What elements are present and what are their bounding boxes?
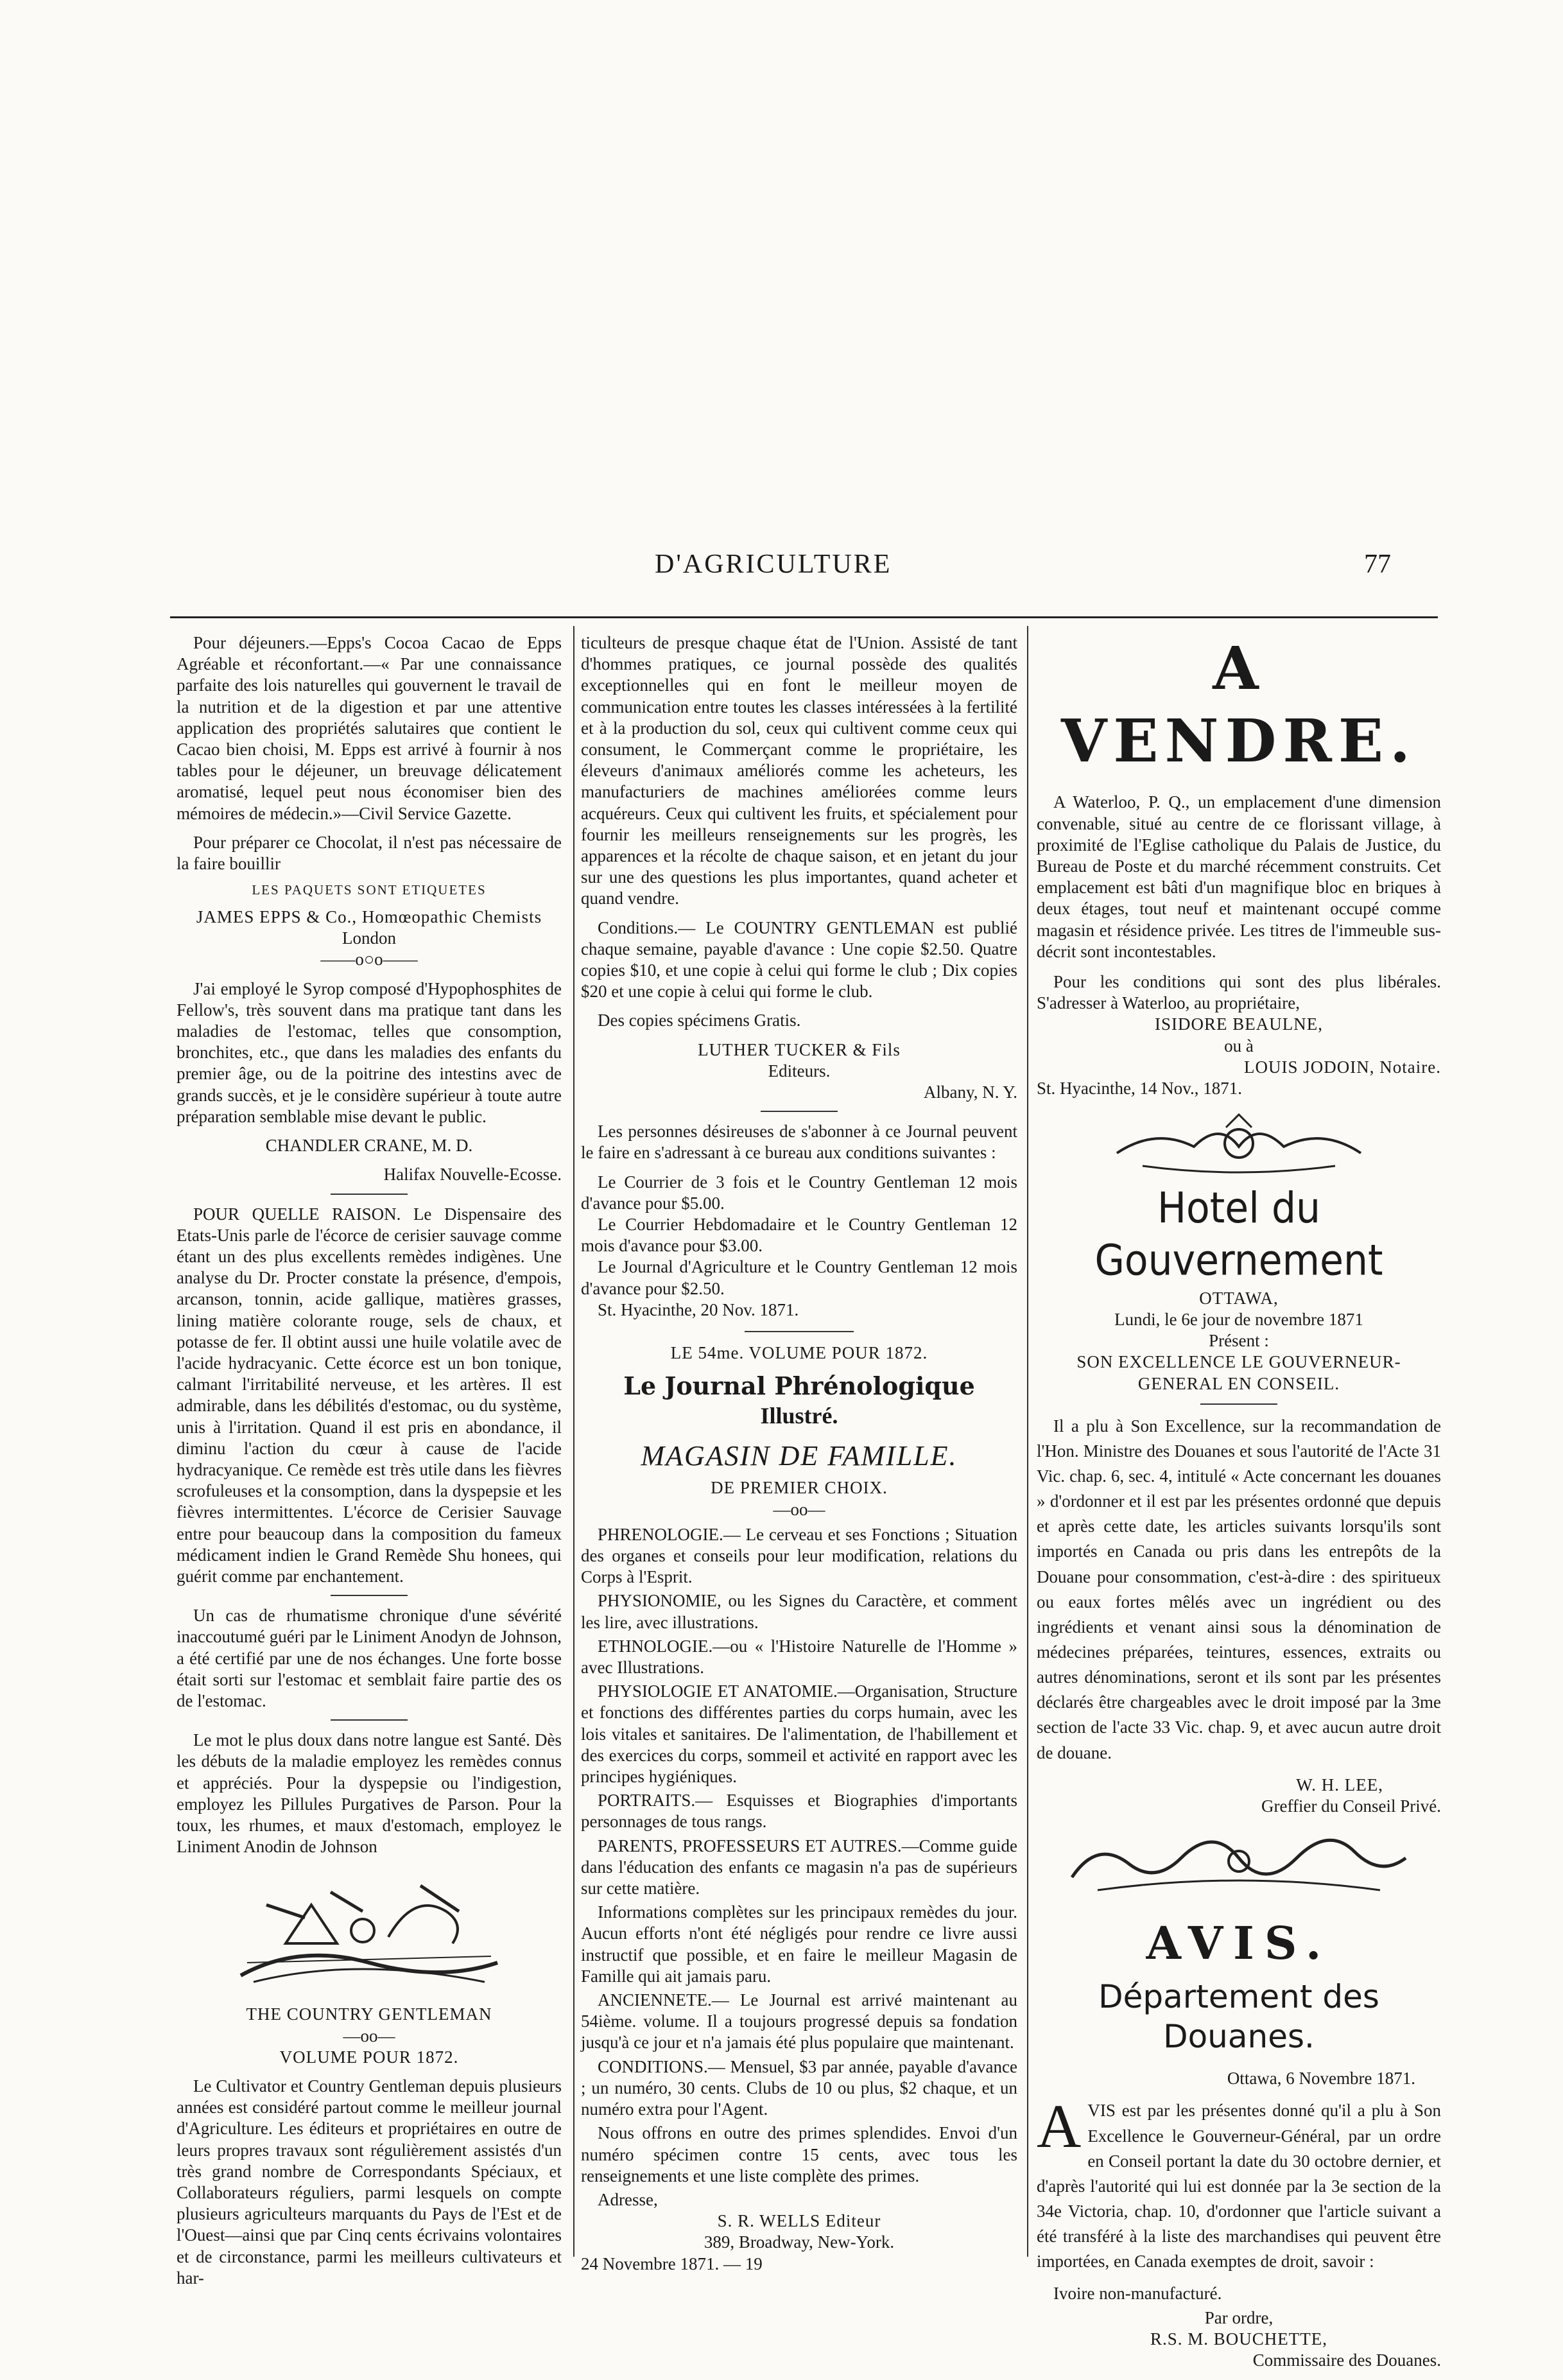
magasin-title: MAGASIN DE FAMILLE.: [641, 1440, 958, 1472]
phreno-address: 389, Broadway, New-York.: [704, 2232, 895, 2252]
column-2: [581, 632, 1017, 2282]
phreno-item-6: PARENTS, PROFESSEURS ET AUTRES.—Comme guide dans l'éducation des enfants ce magasin n'a pas de supérieurs sur cette matière.: [581, 1836, 1017, 1898]
hotel-gouvernement-notice: [1037, 1183, 1441, 1817]
avis-text: [1037, 2092, 1441, 2274]
avis-date: Ottawa, 6 Novembre 1871.: [1227, 2069, 1415, 2089]
avis-douanes-notice: [1037, 1916, 1441, 2371]
country-separator: —oo—: [343, 2026, 395, 2046]
phreno-item-7: Informations complètes sur les principaux remèdes du jour. Aucun efforts n'ont été négligés pour rendre ce livre aussi instructif que possible, et en faire le meilleur Magasin de Famille qui ait jamais paru.: [581, 1902, 1017, 1986]
phreno-volume: LE 54me. VOLUME POUR 1872.: [670, 1343, 928, 1363]
divider: [331, 1719, 408, 1721]
vendre-owner: ISIDORE BEAULNE,: [1155, 1014, 1323, 1034]
epps-city: London: [342, 928, 396, 948]
syrop-ad: [177, 978, 562, 1186]
hotel-present: Présent :: [1209, 1331, 1269, 1351]
syrop-text: J'ai employé le Syrop composé d'Hypophosphites de Fellow's, très souvent dans ma pratique tant dans les maladies de l'estomac, telles que consomption, bronchites, etc., que dans les maladies des enfants du premier âge, ou de la poitrine des intestins avec de grands succès, et je le considère supérieur à toute autre préparation semblable mise devant le public.: [177, 978, 562, 1126]
vendre-conditions: Pour les conditions qui sont des plus libérales. S'adresser à Waterloo, au propriétaire,: [1037, 971, 1441, 1013]
avis-signature-role: Commissaire des Douanes.: [1252, 2350, 1441, 2370]
vendre-title: A VENDRE.: [1061, 634, 1417, 776]
hotel-signature-role: Greffier du Conseil Privé.: [1261, 1796, 1441, 1816]
a-vendre-ad: [1037, 632, 1441, 1099]
avis-body: VIS est par les présentes donné qu'il a plu à Son Excellence le Gouverneur-Général, par un ordre en Conseil portant la date du 30 octobre dernier, et d'après l'autorité qui lui est donnée par la 3e section de la 34e Victoria, chap. 10, d'ordonner que l'article suivant a été transféré à la liste des marchandises qui peuvent être importées, en Canada exemptes de droit, savoir :: [1037, 2101, 1441, 2271]
magasin-choix: DE PREMIER CHOIX.: [711, 1478, 888, 1498]
column-rule-1: [573, 626, 574, 2257]
vendre-text: A Waterloo, P. Q., un emplacement d'une dimension convenable, situé au centre de ce florissant village, à proximité de l'Eglise catholique du Palais de Justice, du Bureau de Poste et du marché récemment construits. Cet emplacement est bâti d'un magnifique bloc en briques à deux étages, tout neuf et maintenant occupé comme magasin et résidence privée. Les titres de l'immeuble sus-décrit sont incontestables.: [1037, 792, 1441, 961]
epps-text: Pour déjeuners.—Epps's Cocoa Cacao de Epps Agréable et réconfortant.—« Par une connaissance parfaite des lois naturelles qui gouvernent le travail de la nutrition et de la digestion et par une attentive application des propriétés salutaires que contient le Cacao bien choisi, M. Epps est arrivé à fournir à nos tables pour le déjeuner, un breuvage délicatement aromatisé, lequel peut nous économiser bien des mémoires de médecin.»—Civil Service Gazette.: [177, 633, 562, 823]
syrop-signature: CHANDLER CRANE, M. D.: [265, 1136, 473, 1156]
magasin-separator: —oo—: [773, 1499, 825, 1519]
hotel-council: SON EXCELLENCE LE GOUVERNEUR-GENERAL EN CONSEIL.: [1076, 1352, 1401, 1393]
phreno-item-8: ANCIENNETE.— Le Journal est arrivé maintenant au 54ième. volume. Il a toujours progressé depuis sa fondation jusqu'à ce jour et n'a jamais été plus populaire que maintenant.: [581, 1990, 1017, 2053]
running-title: D'AGRICULTURE: [655, 550, 892, 579]
country-volume: VOLUME POUR 1872.: [279, 2047, 459, 2067]
hotel-city: OTTAWA,: [1199, 1288, 1279, 1308]
raison-text: POUR QUELLE RAISON. Le Dispensaire des Etats-Unis parle de l'écorce de cerisier sauvage comme étant un des plus excellents remèdes indigènes. Une analyse du Dr. Procter constate la présence, d'empois, arcanson, tonnin, acide gallique, matières grasses, lining matière colorante rouge, sels de chaux, et potasse de fer. Il obtint aussi une huile volatile avec de l'acide hydracyanic. Cette écorce est un bon tonique, calmant l'irritabilité nerveuse, et les artères. Il est admirable, dans les débilités d'estomac, ou du système, unis à l'irritation. Quand il est pris en abondance, il diminu l'action du cœur à cause de l'acide hydracyanique. Ce remède est très utile dans les fièvres scrofuleuses et la consomption, dans la dyspepsie et les fièvres intermittentes. L'écorce de Cerisier Sauvage entre pour beaucoup dans la composition du fameux médicament indien le Grand Remède Shu honees, qui guérit comme par enchantement.: [177, 1204, 562, 1586]
column-3: [1037, 632, 1441, 2380]
avis-signature: R.S. M. BOUCHETTE,: [1150, 2329, 1328, 2349]
running-head: [0, 549, 1563, 587]
abonner-line-3: Le Journal d'Agriculture et le Country Gentleman 12 mois d'avance pour $2.50.: [581, 1257, 1017, 1298]
abonner-date: St. Hyacinthe, 20 Nov. 1871.: [598, 1299, 799, 1319]
phreno-item-9: CONDITIONS.— Mensuel, $3 par année, payable d'avance ; un numéro, 30 cents. Clubs de 10 ou plus, $2 chaque, et un numéro extra pour l'Agent.: [581, 2056, 1017, 2119]
avis-title: AVIS.: [1146, 1916, 1332, 1970]
syrop-place: Halifax Nouvelle-Ecosse.: [383, 1165, 562, 1185]
country-text: Le Cultivator et Country Gentleman depuis plusieurs années est considéré partout comme le meilleur journal d'Agriculture. Les éditeurs et propriétaires en outre de leurs propres travaux sont régulièrement assistés d'un très grand nombre de Correspondants Spéciaux, et Collaborateurs réguliers, parmi lesquels on compte plusieurs agriculteurs marquants du Pays de l'Est et de l'Ouest—ainsi que par Cinq cents écrivains volontaires et de circonstance, parmi les meilleurs cultivateurs et har-: [177, 2076, 562, 2288]
epps-maker: JAMES EPPS & Co., Homœopathic Chemists: [196, 907, 542, 927]
country-editors: LUTHER TUCKER & Fils: [698, 1039, 901, 1059]
column-rule-2: [1027, 626, 1028, 2257]
avis-dropcap: A: [1037, 2092, 1082, 2161]
phreno-item-1: PHRENOLOGIE.— Le cerveau et ses Fonctions ; Situation des organes et conseils pour leur modification, relations du Corps à l'Esprit.: [581, 1524, 1017, 1587]
hotel-title: Hotel du Gouvernement: [1094, 1183, 1383, 1286]
country-editors-role: Editeurs.: [768, 1061, 831, 1081]
avis-department: Département des Douanes.: [1098, 1978, 1379, 2055]
column-1: [177, 632, 562, 2297]
phreno-subtitle: Illustré.: [760, 1403, 838, 1429]
vendre-ou: ou à: [1224, 1036, 1254, 1055]
epps-separator: ——o○o——: [320, 950, 418, 969]
page-number: 77: [1364, 550, 1391, 579]
head-rule: [170, 616, 1438, 618]
divider: [331, 1595, 408, 1596]
phreno-item-4: PHYSIOLOGIE ET ANATOMIE.—Organisation, Structure et fonctions des différentes parties du corps humain, avec les lois vitales et sanitaires. De l'alimentation, de l'habillement et des exercices du corps, sommeil et activité en rapport avec les principes hygiéniques.: [581, 1681, 1017, 1787]
farm-vignette-illustration: [228, 1866, 510, 1995]
rhumatisme-text: Un cas de rhumatisme chronique d'une sévérité inaccoutumé guéri par le Liniment Anodyn de Johnson, a été certifié par une de nos échanges. Une forte bosse était sorti sur l'estomac et semblait faire partie des os de l'estomac.: [177, 1606, 562, 1710]
hotel-text: Il a plu à Son Excellence, sur la recommandation de l'Hon. Ministre des Douanes et sous l'autorité de l'Acte 31 Vic. chap. 6, sec. 4, intitulé « Acte concernant les douanes » d'ordonner et il est par les présentes ordonné que depuis et après cette date, les articles suivants lorsqu'ils sont importés en Canada ou pris dans les entrepôts de la Douane pour consommation, c'est-à-dire : des spiritueux ou eaux fortes mêlés avec un ingrédient ou des ingrédients et venant ainsi sous la dénomination de médecines préparées, teintures, essences, extraits ou autres dénominations, seront et ils sont par les présentes déclarés être chargeables avec le droit imposé par la 3me section de l'acte 33 Vic. chap. 9, et avec aucun autre droit de douane.: [1037, 1416, 1441, 1762]
phreno-item-5: PORTRAITS.— Esquisses et Biographies d'importants personnages de tous rangs.: [581, 1791, 1017, 1832]
sante-text: Le mot le plus doux dans notre langue est Santé. Dès les débuts de la maladie employez les remèdes connus et appréciés. Pour la dyspepsie ou l'indigestion, employez les Pillules Purgatives de Parson. Pour la toux, les rhumes, et maux d'estomach, employez le Liniment Anodin de Johnson: [177, 1730, 562, 1857]
divider: [761, 1111, 838, 1112]
epps-packets: LES PAQUETS SONT ETIQUETES: [252, 882, 487, 898]
avis-order: Par ordre,: [1204, 2307, 1274, 2327]
epps-cocoa-ad: [177, 632, 562, 971]
epps-preparation: Pour préparer ce Chocolat, il n'est pas nécessaire de la faire bouillir: [177, 832, 562, 874]
country-specimens: Des copies spécimens Gratis.: [598, 1011, 801, 1030]
hotel-signature: W. H. LEE,: [1296, 1775, 1383, 1794]
country-gentleman-ad: [177, 2004, 562, 2289]
phreno-journal-ad: [581, 1342, 1017, 2275]
phreno-date: 24 Novembre 1871. — 19: [581, 2254, 763, 2273]
phreno-item-3: ETHNOLOGIE.—ou « l'Histoire Naturelle de l'Homme » avec Illustrations.: [581, 1636, 1017, 1678]
abonner-line-1: Le Courrier de 3 fois et le Country Gentleman 12 mois d'avance pour $5.00.: [581, 1172, 1017, 1213]
divider: [745, 1331, 854, 1332]
divider: [331, 1194, 408, 1195]
abonner-text: Les personnes désireuses de s'abonner à ce Journal peuvent le faire en s'adressant à ce bureau aux conditions suivantes :: [581, 1122, 1017, 1163]
phreno-item-10: Nous offrons en outre des primes splendides. Envoi d'un numéro spécimen contre 15 cents, avec tous les renseignements et une liste complète des primes.: [581, 2123, 1017, 2185]
divider: [1200, 1403, 1277, 1405]
phreno-item-2: PHYSIONOMIE, ou les Signes du Caractère, et comment les lire, avec illustrations.: [581, 1591, 1017, 1632]
phreno-title: Le Journal Phrénologique: [623, 1371, 975, 1401]
hotel-date: Lundi, le 6e jour de novembre 1871: [1114, 1309, 1363, 1329]
phreno-adresse: Adresse,: [598, 2189, 658, 2209]
vendre-notary: LOUIS JODOIN, Notaire.: [1244, 1057, 1441, 1077]
country-continued-text: ticulteurs de presque chaque état de l'Union. Assisté de tant d'hommes pratiques, ce journal possède des qualités exceptionnelles qui en font le meilleur moyen de communication entre toutes les classes intéressées à la fertilité et à la production du sol, ceux qui cultivent comme ceux qui consument, le Commerçant comme le propriétaire, les éleveurs d'animaux améliorés comme les acheteurs, les manufacturiers de machines améliorées comme leurs acquéreurs. Ceux qui cultivent les fruits, et spécialement pour fournir les meilleurs renseignements sur les progrès, les apparences et la récolte de chaque saison, et en jetant du jour sur une des questions les plus importantes, quand acheter et quand vendre.: [581, 633, 1017, 908]
phreno-editor: S. R. WELLS Editeur: [717, 2211, 881, 2231]
avis-item: Ivoire non-manufacturé.: [1053, 2284, 1222, 2304]
crest-ornament-illustration: [1104, 1108, 1374, 1179]
vendre-date: St. Hyacinthe, 14 Nov., 1871.: [1037, 1078, 1242, 1098]
country-editors-city: Albany, N. Y.: [924, 1082, 1017, 1102]
abonner-line-2: Le Courrier Hebdomadaire et le Country Gentleman 12 mois d'avance pour $3.00.: [581, 1215, 1017, 1256]
country-conditions: Conditions.— Le COUNTRY GENTLEMAN est publié chaque semaine, payable d'avance : Une copie $2.50. Quatre copies $10, et une copie à celui qui forme le club ; Dix copies $20 et une copie à celui qui forme le club.: [581, 917, 1017, 1002]
scroll-ornament-illustration: [1059, 1826, 1419, 1903]
country-title: THE COUNTRY GENTLEMAN: [246, 2004, 492, 2024]
